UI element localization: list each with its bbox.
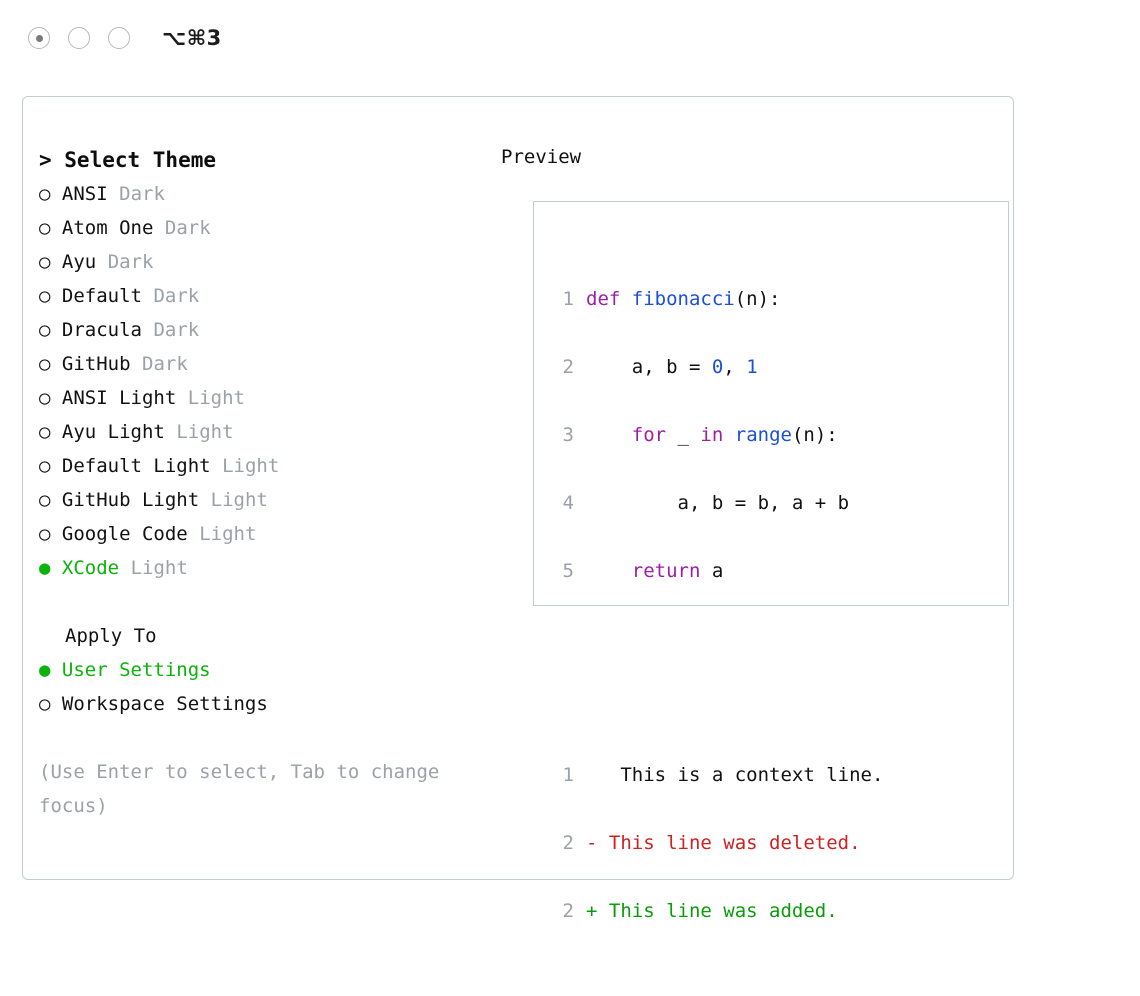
diff-line [552, 894, 883, 928]
line-number: 2 [562, 356, 574, 378]
code-token: a, b = b, a + b [586, 492, 850, 514]
title-bar [0, 0, 1140, 76]
preview-column [501, 143, 1001, 922]
diff-text: This is a context line. [608, 764, 884, 786]
theme-option-label: Ayu Light [61, 421, 165, 443]
diff-marker: - [586, 832, 609, 854]
window-shortcut-label: ⌥⌘3 [162, 26, 222, 50]
code-token [586, 560, 632, 582]
preview-box [533, 201, 1009, 922]
window-dot-2[interactable] [108, 27, 130, 49]
theme-option-github[interactable] [39, 347, 479, 381]
theme-option-google-code[interactable] [39, 517, 479, 551]
code-token: , [723, 356, 747, 378]
theme-option-variant: Light [187, 387, 245, 409]
theme-option-variant: Light [210, 489, 268, 511]
code-token: (n): [791, 424, 838, 446]
theme-option-atom-one[interactable] [39, 211, 479, 245]
radio-icon: ○ [39, 217, 51, 239]
code-token: fibonacci [631, 288, 735, 310]
code-line [552, 350, 883, 384]
theme-option-ansi[interactable] [39, 177, 479, 211]
theme-option-label: Google Code [61, 523, 188, 545]
radio-icon: ○ [39, 319, 51, 341]
window-dot-1[interactable] [68, 27, 90, 49]
theme-option-variant: Dark [164, 217, 211, 239]
theme-option-variant: Light [222, 455, 280, 477]
theme-option-label: XCode [61, 557, 120, 579]
code-token [723, 424, 734, 446]
main-panel [22, 96, 1014, 922]
apply-to-option-label: Workspace Settings [61, 693, 268, 715]
radio-selected-icon: ● [39, 659, 51, 681]
code-line [552, 418, 883, 452]
window-dot-active[interactable] [28, 27, 50, 49]
code-token: def [586, 288, 632, 310]
theme-option-xcode[interactable] [39, 551, 479, 585]
theme-option-variant: Light [199, 523, 257, 545]
code-token: (n): [734, 288, 781, 310]
theme-option-variant: Dark [153, 319, 200, 341]
preview-code [552, 248, 883, 996]
apply-to-option-label: User Settings [61, 659, 211, 681]
theme-option-label: ANSI Light [61, 387, 177, 409]
theme-option-variant: Dark [142, 353, 188, 375]
preview-title: Preview [501, 146, 582, 168]
keyboard-hint: (Use Enter to select, Tab to change focus) [39, 761, 451, 817]
theme-option-variant: Dark [119, 183, 165, 205]
radio-icon: ○ [39, 251, 51, 273]
code-diff-gap [552, 656, 883, 690]
code-line [552, 282, 883, 316]
code-token: 1 [746, 356, 758, 378]
theme-option-default[interactable] [39, 279, 479, 313]
line-number: 2 [562, 900, 574, 922]
diff-marker [586, 764, 609, 786]
diff-text: This line was deleted. [608, 832, 861, 854]
theme-option-variant: Dark [107, 251, 154, 273]
line-number: 3 [562, 424, 574, 446]
theme-option-label: Default [61, 285, 142, 307]
theme-option-label: Atom One [61, 217, 154, 239]
theme-option-default-light[interactable] [39, 449, 479, 483]
theme-option-variant: Light [130, 557, 188, 579]
theme-option-variant: Light [176, 421, 234, 443]
code-token: 0 [711, 356, 724, 378]
hint-spacer [39, 721, 479, 755]
diff-marker: + [586, 900, 609, 922]
theme-option-label: Default Light [61, 455, 211, 477]
code-token: return [631, 560, 701, 582]
diff-line [552, 758, 883, 792]
radio-icon: ○ [39, 285, 51, 307]
code-token [586, 424, 632, 446]
theme-option-ayu-light[interactable] [39, 415, 479, 449]
radio-icon: ○ [39, 183, 51, 205]
apply-to-label: Apply To [65, 625, 157, 647]
radio-icon: ○ [39, 421, 51, 443]
theme-option-label: Ayu [61, 251, 97, 273]
code-line [552, 554, 883, 588]
radio-icon: ○ [39, 523, 51, 545]
diff-line [552, 826, 883, 860]
code-token: a [700, 560, 724, 582]
radio-icon: ○ [39, 353, 51, 375]
line-number: 4 [562, 492, 574, 514]
theme-selector-column [39, 143, 479, 823]
select-theme-heading: > Select Theme [39, 148, 217, 172]
theme-option-variant: Dark [153, 285, 200, 307]
code-line [552, 486, 883, 520]
radio-icon: ○ [39, 455, 51, 477]
radio-icon: ○ [39, 489, 51, 511]
radio-selected-icon: ● [39, 557, 51, 579]
code-token: _ [666, 424, 701, 446]
theme-option-dracula[interactable] [39, 313, 479, 347]
line-number: 1 [562, 764, 574, 786]
apply-to-workspace-settings[interactable] [39, 687, 479, 721]
list-spacer [39, 585, 479, 619]
line-number: 2 [562, 832, 574, 854]
radio-icon: ○ [39, 693, 51, 715]
code-token: a, b = [586, 356, 712, 378]
code-token: range [734, 424, 792, 446]
theme-option-label: ANSI [61, 183, 108, 205]
apply-to-user-settings[interactable] [39, 653, 479, 687]
theme-option-label: Dracula [61, 319, 142, 341]
line-number: 1 [562, 288, 574, 310]
line-number: 5 [562, 560, 574, 582]
theme-option-ansi-light[interactable] [39, 381, 479, 415]
theme-option-label: GitHub Light [61, 489, 200, 511]
theme-option-ayu[interactable] [39, 245, 479, 279]
diff-text: This line was added. [608, 900, 838, 922]
code-token: for [631, 424, 667, 446]
theme-option-github-light[interactable] [39, 483, 479, 517]
radio-icon: ○ [39, 387, 51, 409]
theme-option-label: GitHub [61, 353, 131, 375]
code-token: in [700, 424, 724, 446]
